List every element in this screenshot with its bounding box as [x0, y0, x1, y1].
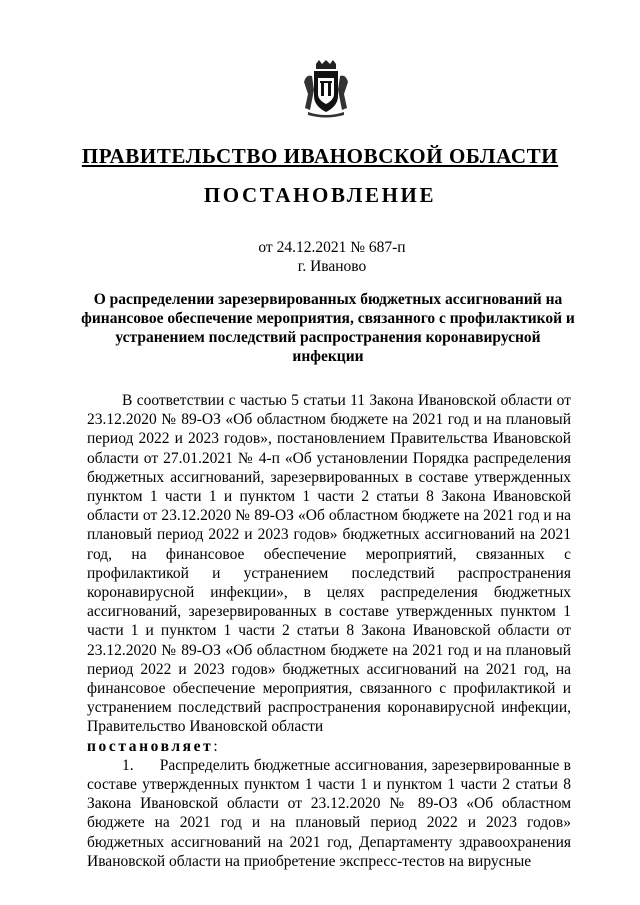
item-1-text: Распределить бюджетные ассигнования, зарезервированные в составе утвержденных пунктом 1 части 1 и пунктом 1 части 2 статьи 8 Закона Ивановской области от 23.12.2020 № 89-ОЗ «Об областном бюджете на 2021 год и на плановый период 2022 и 2023 годов» бюджетных ассигнований на 2021 год, Департаменту здравоохранения Ивановской области на приобретение экспресс-тестов на вирусные — [87, 756, 571, 870]
item-1-paragraph — [87, 756, 571, 871]
preamble-paragraph — [87, 391, 571, 737]
coat-of-arms-icon — [302, 60, 350, 118]
preamble-text: В соответствии с частью 5 статьи 11 Закона Ивановской области от 23.12.2020 № 89-ОЗ «Об областном бюджете на 2021 год и на плановый период 2022 и 2023 годов», постановлением Правительства Ивановской области от 27.01.2021 № 4-п «Об установлении Порядка распределения бюджетных ассигнований, зарезервированных в составе утвержденных пунктом 1 части 1 и пунктом 1 части 2 статьи 8 Закона Ивановской области от 23.12.2020 № 89-ОЗ «Об областном бюджете на 2021 год и на плановый период 2022 и 2023 годов» бюджетных ассигнований на 2021 год, на финансовое обеспечение мероприятий, связанных с профилактикой и устранением последствий распространения коронавирусной инфекции», в целях распределения бюджетных ассигнований, зарезервированных в составе утвержденных пунктом 1 части 1 и пунктом 1 части 2 статьи 8 Закона Ивановской области от 23.12.2020 № 89-ОЗ «Об областном бюджете на 2021 год и на плановый период 2022 и 2023 годов» бюджетных ассигнований на 2021 год, на финансовое обеспечение мероприятия, связанного с профилактикой и устранением последствий распространения коронавирусной инфекции, Правительство Ивановской области — [87, 392, 571, 736]
document-date-number: от 24.12.2021 № 687-п — [258, 239, 406, 256]
document-body — [87, 391, 571, 871]
government-title: ПРАВИТЕЛЬСТВО ИВАНОВСКОЙ ОБЛАСТИ — [81, 144, 559, 168]
document-type: ПОСТАНОВЛЕНИЕ — [203, 183, 437, 207]
document-subject: О распределении зарезервированных бюджетных ассигнований на финансовое обеспечение мероприятия, связанного с профилактикой и устранением последствий распространения коронавирусной инфекции — [81, 291, 575, 365]
resolves-word: постановляет — [87, 737, 214, 755]
item-1-number: 1. — [122, 756, 134, 774]
document-city: г. Иваново — [297, 258, 367, 275]
resolves-colon: : — [213, 737, 218, 755]
resolves-line — [87, 737, 571, 756]
